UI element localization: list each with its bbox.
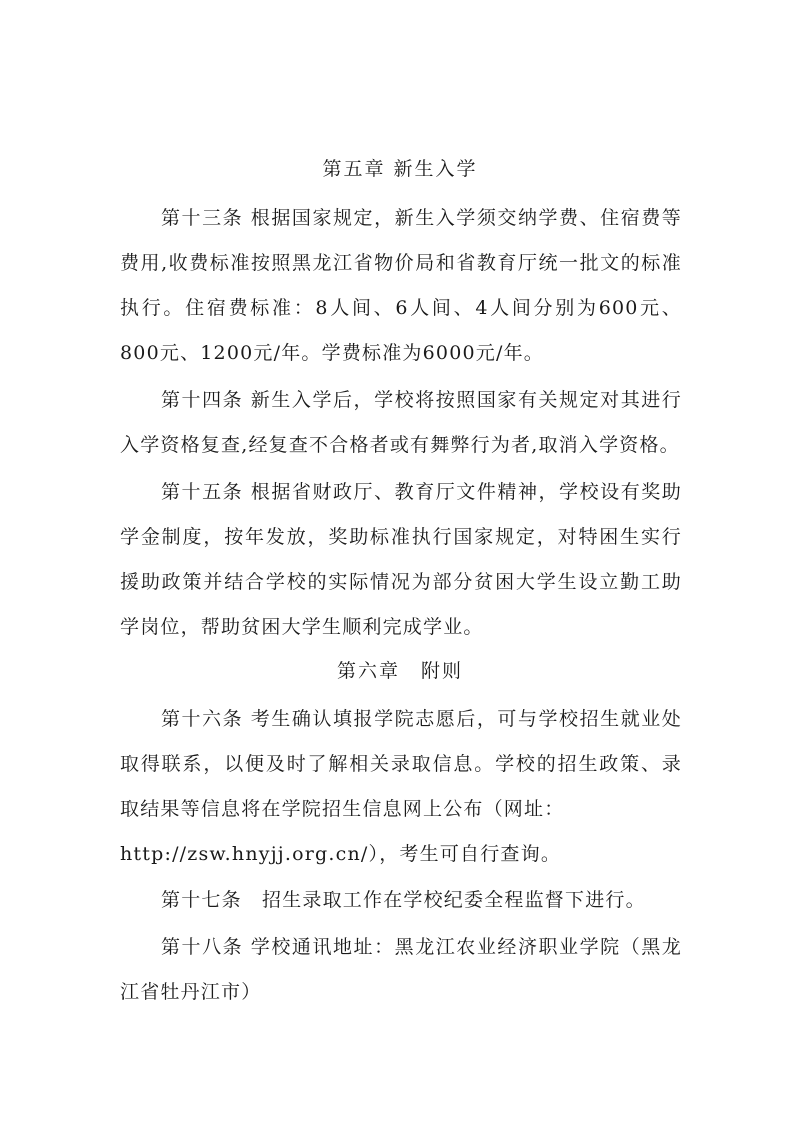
article-13: 第十三条 根据国家规定，新生入学须交纳学费、住宿费等费用,收费标准按照黑龙江省物价局和省教育厅统一批文的标准执行。住宿费标准：8人间、6人间、4人间分别为600元、800元、1200元/年。学费标准为6000元/年。 [120, 207, 682, 364]
article-15: 第十五条 根据省财政厅、教育厅文件精神，学校设有奖助学金制度，按年发放，奖助标准执行国家规定，对特困生实行援助政策并结合学校的实际情况为部分贫困大学生设立勤工助学岗位，帮助贫困大学生顺利完成学业。 [120, 481, 682, 638]
article-16: 第十六条 考生确认填报学院志愿后，可与学校招生就业处取得联系，以便及时了解相关录取信息。学校的招生政策、录取结果等信息将在学院招生信息网上公布（网址： [120, 708, 682, 820]
article-17: 第十七条 招生录取工作在学校纪委全程监督下进行。 [161, 889, 646, 911]
article-18: 第十八条 学校通讯地址：黑龙江农业经济职业学院（黑龙江省牡丹江市） [120, 936, 682, 1003]
article-14: 第十四条 新生入学后，学校将按照国家有关规定对其进行入学资格复查,经复查不合格者或有舞弊行为者,取消入学资格。 [120, 389, 682, 456]
article-16-url: http://zsw.hnyjj.org.cn/），考生可自行查询。 [120, 843, 562, 865]
chapter-5-title: 第五章 新生入学 [322, 158, 478, 180]
chapter-6-title: 第六章 附则 [336, 660, 463, 682]
